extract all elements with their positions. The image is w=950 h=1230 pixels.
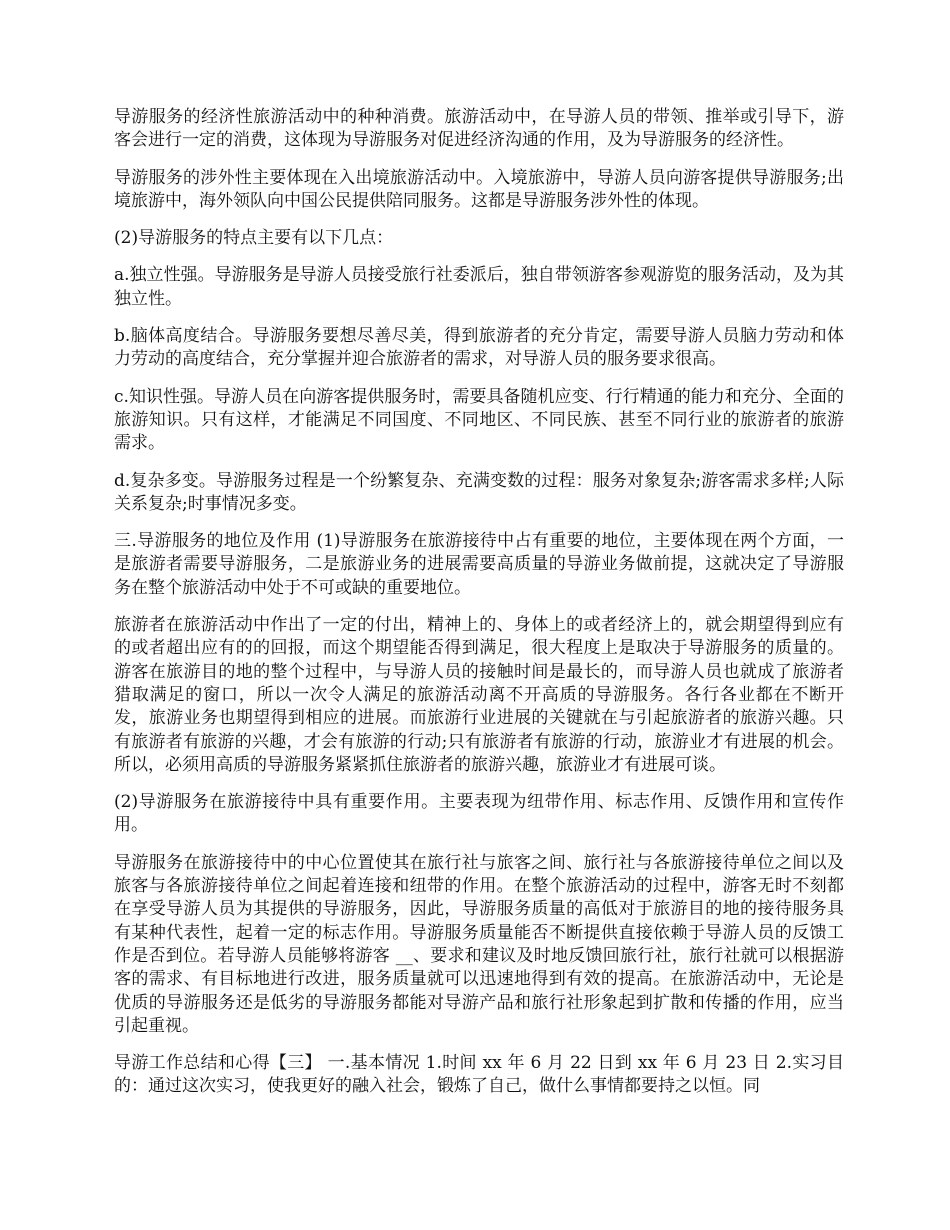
- paragraph: 导游服务的经济性旅游活动中的种种消费。旅游活动中，在导游人员的带领、推举或引导下，游客会进行一定的消费，这体现为导游服务对促进经济沟通的作用，及为导游服务的经济性。: [114, 107, 844, 151]
- document-body: [114, 106, 844, 1113]
- paragraph: c.知识性强。导游人员在向游客提供服务时，需要具备随机应变、行行精通的能力和充分、全面的旅游知识。只有这样，才能满足不同国度、不同地区、不同民族、甚至不同行业的旅游者的旅游需求。: [114, 386, 844, 454]
- paragraph: a.独立性强。导游服务是导游人员接受旅行社委派后，独自带领游客参观游览的服务活动，及为其独立性。: [114, 265, 844, 309]
- paragraph: d.复杂多变。导游服务过程是一个纷繁复杂、充满变数的过程：服务对象复杂;游客需求多样;人际关系复杂;时事情况多变。: [114, 470, 844, 514]
- paragraph: b.脑体高度结合。导游服务要想尽善尽美，得到旅游者的充分肯定，需要导游人员脑力劳动和体力劳动的高度结合，充分掌握并迎合旅游者的需求，对导游人员的服务要求很高。: [114, 326, 844, 370]
- paragraph: 三.导游服务的地位及作用 (1)导游服务在旅游接待中占有重要的地位，主要体现在两个方面，一是旅游者需要导游服务，二是旅游业务的进展需要高质量的导游业务做前提，这就决定了导游服务在整个旅游活动中处于不可或缺的重要地位。: [114, 531, 844, 598]
- paragraph: (2)导游服务的特点主要有以下几点：: [114, 228, 394, 249]
- paragraph: 旅游者在旅游活动中作出了一定的付出，精神上的、身体上的或者经济上的，就会期望得到应有的或者超出应有的的回报，而这个期望能否得到满足，很大程度上是取决于导游服务的质量的。游客在旅游目的地的整个过程中，与导游人员的接触时间是最长的，而导游人员也就成了旅游者猎取满足的窗口，所以一次令人满足的旅游活动离不开高质的导游服务。各行各业都在不断开发，旅游业务也期望得到相应的进展。而旅游行业进展的关键就在与引起旅游者的旅游兴趣。只有旅游者有旅游的兴趣，才会有旅游的行动;只有旅游者有旅游的行动，旅游业才有进展的机会。所以，必须用高质的导游服务紧紧抓住旅游者的旅游兴趣，旅游业才有进展可谈。: [114, 615, 844, 775]
- paragraph: 导游工作总结和心得【三】 一.基本情况 1.时间 xx 年 6 月 22 日到 xx 年 6 月 23 日 2.实习目的：通过这次实习，使我更好的融入社会，锻炼了自己，做什么事情都要持之以恒。同: [114, 1053, 844, 1097]
- paragraph: 导游服务的涉外性主要体现在入出境旅游活动中。入境旅游中，导游人员向游客提供导游服务;出境旅游中，海外领队向中国公民提供陪同服务。这都是导游服务涉外性的体现。: [114, 167, 844, 211]
- paragraph: 导游服务在旅游接待中的中心位置使其在旅行社与旅客之间、旅行社与各旅游接待单位之间以及旅客与各旅游接待单位之间起着连接和纽带的作用。在整个旅游活动的过程中，游客无时不刻都在享受导游人员为其提供的导游服务，因此，导游服务质量的高低对于旅游目的地的接待服务具有某种代表性，起着一定的标志作用。导游服务质量能否不断提供直接依赖于导游人员的反馈工作是否到位。若导游人员能够将游客 __、要求和建议及时地反馈回旅行社，旅行社就可以根据游客的需求、有目标地进行改进，服务质量就可以迅速地得到有效的提高。在旅游活动中，无论是优质的导游服务还是低劣的导游服务都能对导游产品和旅行社形象起到扩散和传播的作用，应当引起重视。: [114, 852, 844, 1036]
- paragraph: (2)导游服务在旅游接待中具有重要作用。主要表现为纽带作用、标志作用、反馈作用和宣传作用。: [114, 792, 844, 836]
